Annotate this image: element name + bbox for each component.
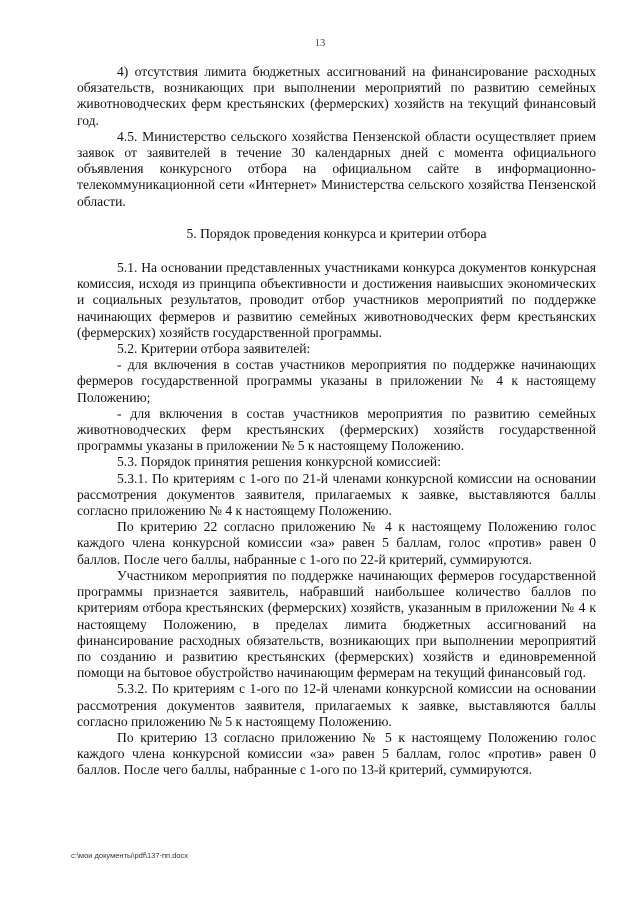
paragraph-5-3-2-criterion-13: По критерию 13 согласно приложению № 5 к настоящему Положению голос каждого члена конкурсной комиссии «за» равен 5 баллам, голос «против» равен 0 баллов. После чего баллы, набранные с 1-ого по 13-й критерий, суммируются. [77,729,596,778]
footer-file-path: c:\мои документы\pdf\137-пп.docx [71,851,189,860]
paragraph-5-1: 5.1. На основании представленных участниками конкурса документов конкурсная комиссия, исходя из принципа объективности и достижения наивысших экономических и социальных результатов, проводит отбор участников мероприятий по поддержке начинающих фермеров и развитию семейных животноводческих ферм крестьянских (фермерских) хозяйств государственной программы. [77,260,596,340]
paragraph-5-3-1-participant: Участником мероприятия по поддержке начинающих фермеров государственной программы признается заявитель, набравший наибольшее количество баллов по критериям отбора крестьянских (фермерских) хозяйств, указанным в приложении № 4 к настоящему Положению, в пределах лимита бюджетных ассигнований на финансирование расходных обязательств, возникающих при выполнении мероприятий по созданию и развитию крестьянских (фермерских) хозяйств и единовременной помощи на бытовое обустройство начинающим фермерам на текущий финансовый год. [77,567,596,681]
paragraph-5-3: 5.3. Порядок принятия решения конкурсной комиссией: [117,454,441,470]
paragraph-5-3-2: 5.3.2. По критериям с 1-ого по 12-й членами конкурсной комиссии на основании рассмотрения документов заявителя, прилагаемых к заявке, выставляются баллы согласно приложению № 5 к настоящему Положению. [77,681,596,729]
paragraph-5-2-criteria-a: - для включения в состав участников мероприятия по поддержке начинающих фермеров государственной программы указаны в приложении № 4 к настоящему Положению; [77,357,596,405]
paragraph-5-3-1: 5.3.1. По критериям с 1-ого по 21-й членами конкурсной комиссии на основании рассмотрения документов заявителя, прилагаемых к заявке, выставляются баллы согласно приложению № 4 к настоящему Положению. [77,470,596,519]
page-number: 13 [314,38,326,49]
document-body [77,64,596,779]
section-5-heading: 5. Порядок проведения конкурса и критерии отбора [186,225,487,241]
paragraph-5-2: 5.2. Критерии отбора заявителей: [117,341,311,357]
paragraph-4-5: 4.5. Министерство сельского хозяйства Пензенской области осуществляет прием заявок от заявителей в течение 30 календарных дней с момента официального объявления конкурсного отбора на официальном сайте в информационно-телекоммуникационной сети «Интернет» Министерства сельского хозяйства Пензенской области. [77,128,596,209]
paragraph-4-item-4: 4) отсутствия лимита бюджетных ассигнований на финансирование расходных обязательств, возникающих при выполнении мероприятий по развитию семейных животноводческих ферм крестьянских (фермерских) хозяйств на текущий финансовый год. [77,64,596,128]
paragraph-5-2-criteria-b: - для включения в состав участников мероприятия по развитию семейных животноводческих ферм крестьянских (фермерских) хозяйств государственной программы указаны в приложении № 5 к настоящему Положению. [77,405,596,454]
paragraph-5-3-1-criterion-22: По критерию 22 согласно приложению № 4 к настоящему Положению голос каждого члена конкурсной комиссии «за» равен 5 баллам, голос «против» равен 0 баллов. После чего баллы, набранные с 1-ого по 22-й критерий, суммируются. [77,519,596,567]
